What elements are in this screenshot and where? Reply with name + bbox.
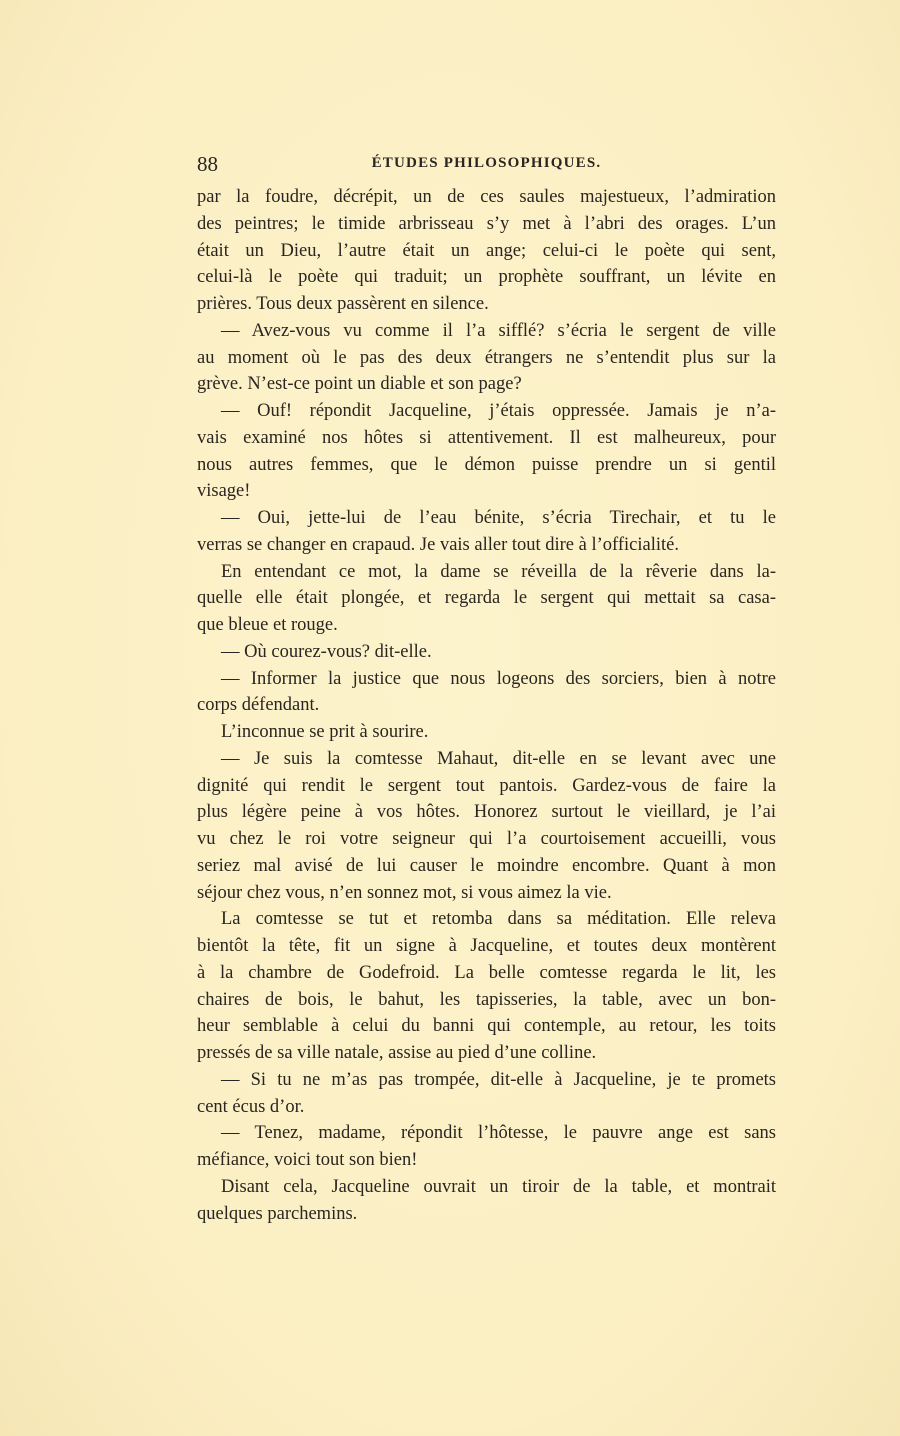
paragraph — [197, 639, 776, 666]
paragraph — [197, 505, 776, 559]
text-line: grève. N’est-ce point un diable et son page? — [197, 374, 522, 395]
text-line: L’inconnue se prit à sourire. — [221, 722, 429, 742]
paragraph — [197, 906, 776, 1067]
text-line: prières. Tous deux passèrent en silence. — [197, 294, 489, 314]
text-line: que bleue et rouge. — [197, 615, 338, 635]
text-line: En entendant ce mot, la dame se réveilla de la rêverie dans la- — [221, 561, 776, 582]
text-line: corps défendant. — [197, 695, 320, 716]
text-line: dignité qui rendit le sergent tout pantois. Gardez-vous de faire la — [197, 775, 776, 796]
paragraph — [197, 1174, 776, 1228]
paragraph — [197, 1067, 776, 1121]
page-number: 88 — [197, 152, 218, 176]
text-line: La comtesse se tut et retomba dans sa méditation. Elle releva — [221, 909, 776, 930]
text-line: vu chez le roi votre seigneur qui l’a courtoisement accueilli, vous — [197, 829, 776, 849]
text-line: celui-là le poète qui traduit; un prophète souffrant, un lévite en — [197, 267, 776, 288]
text-line: vais examiné nos hôtes si attentivement. Il est malheureux, pour — [197, 427, 776, 448]
text-line: bientôt la tête, fit un signe à Jacqueline, et toutes deux montèrent — [197, 936, 776, 956]
paragraph — [197, 666, 776, 720]
text-line: séjour chez vous, n’en sonnez mot, si vous aimez la vie. — [197, 882, 612, 903]
text-line: visage! — [197, 481, 251, 502]
text-line: — Ouf! répondit Jacqueline, j’étais oppressée. Jamais je n’a- — [221, 401, 776, 421]
text-line: Disant cela, Jacqueline ouvrait un tiroir de la table, et montrait — [221, 1176, 776, 1197]
running-title: ÉTUDES PHILOSOPHIQUES. — [371, 155, 602, 171]
text-line: nous autres femmes, que le démon puisse prendre un si gentil — [197, 454, 776, 475]
text-line: des peintres; le timide arbrisseau s’y met à l’abri des orages. L’un — [197, 213, 776, 234]
page-body-text — [197, 184, 776, 1227]
paragraph — [197, 398, 776, 505]
text-line: — Où courez-vous? dit-elle. — [221, 641, 432, 662]
text-line: méfiance, voici tout son bien! — [197, 1150, 418, 1170]
paragraph — [197, 559, 776, 639]
text-line: par la foudre, décrépit, un de ces saules majestueux, l’admiration — [197, 187, 776, 207]
text-line: — Je suis la comtesse Mahaut, dit-elle en se levant avec une — [221, 748, 776, 769]
text-line: cent écus d’or. — [197, 1096, 305, 1117]
text-line: seriez mal avisé de lui causer le moindre encombre. Quant à mon — [197, 855, 776, 876]
text-line: quelques parchemins. — [197, 1203, 358, 1224]
text-line: plus légère peine à vos hôtes. Honorez surtout le vieillard, je l’ai — [197, 802, 776, 823]
text-line: au moment où le pas des deux étrangers ne s’entendit plus sur la — [197, 347, 776, 368]
text-line: — Tenez, madame, répondit l’hôtesse, le pauvre ange est sans — [221, 1123, 776, 1144]
page-header — [197, 152, 776, 178]
text-line: verras se changer en crapaud. Je vais aller tout dire à l’officialité. — [197, 534, 679, 555]
paragraph — [197, 1120, 776, 1174]
paragraph — [197, 746, 776, 907]
text-line: — Informer la justice que nous logeons des sorciers, bien à notre — [221, 668, 776, 689]
text-line: heur semblable à celui du banni qui contemple, au retour, les toits — [197, 1016, 776, 1037]
paragraph — [197, 184, 776, 318]
text-line: — Avez-vous vu comme il l’a sifflé? s’écria le sergent de ville — [221, 320, 776, 341]
text-line: — Oui, jette-lui de l’eau bénite, s’écria Tirechair, et tu le — [221, 508, 776, 528]
text-line: pressés de sa ville natale, assise au pied d’une colline. — [197, 1043, 597, 1063]
paragraph — [197, 318, 776, 398]
text-line: à la chambre de Godefroid. La belle comtesse regarda le lit, les — [197, 962, 776, 983]
text-line: était un Dieu, l’autre était un ange; celui-ci le poète qui sent, — [197, 240, 776, 261]
text-line: chaires de bois, le bahut, les tapisseries, la table, avec un bon- — [197, 989, 776, 1010]
text-line: — Si tu ne m’as pas trompée, dit-elle à Jacqueline, je te promets — [221, 1069, 776, 1090]
paragraph — [197, 719, 776, 746]
text-line: quelle elle était plongée, et regarda le sergent qui mettait sa casa- — [197, 588, 776, 609]
